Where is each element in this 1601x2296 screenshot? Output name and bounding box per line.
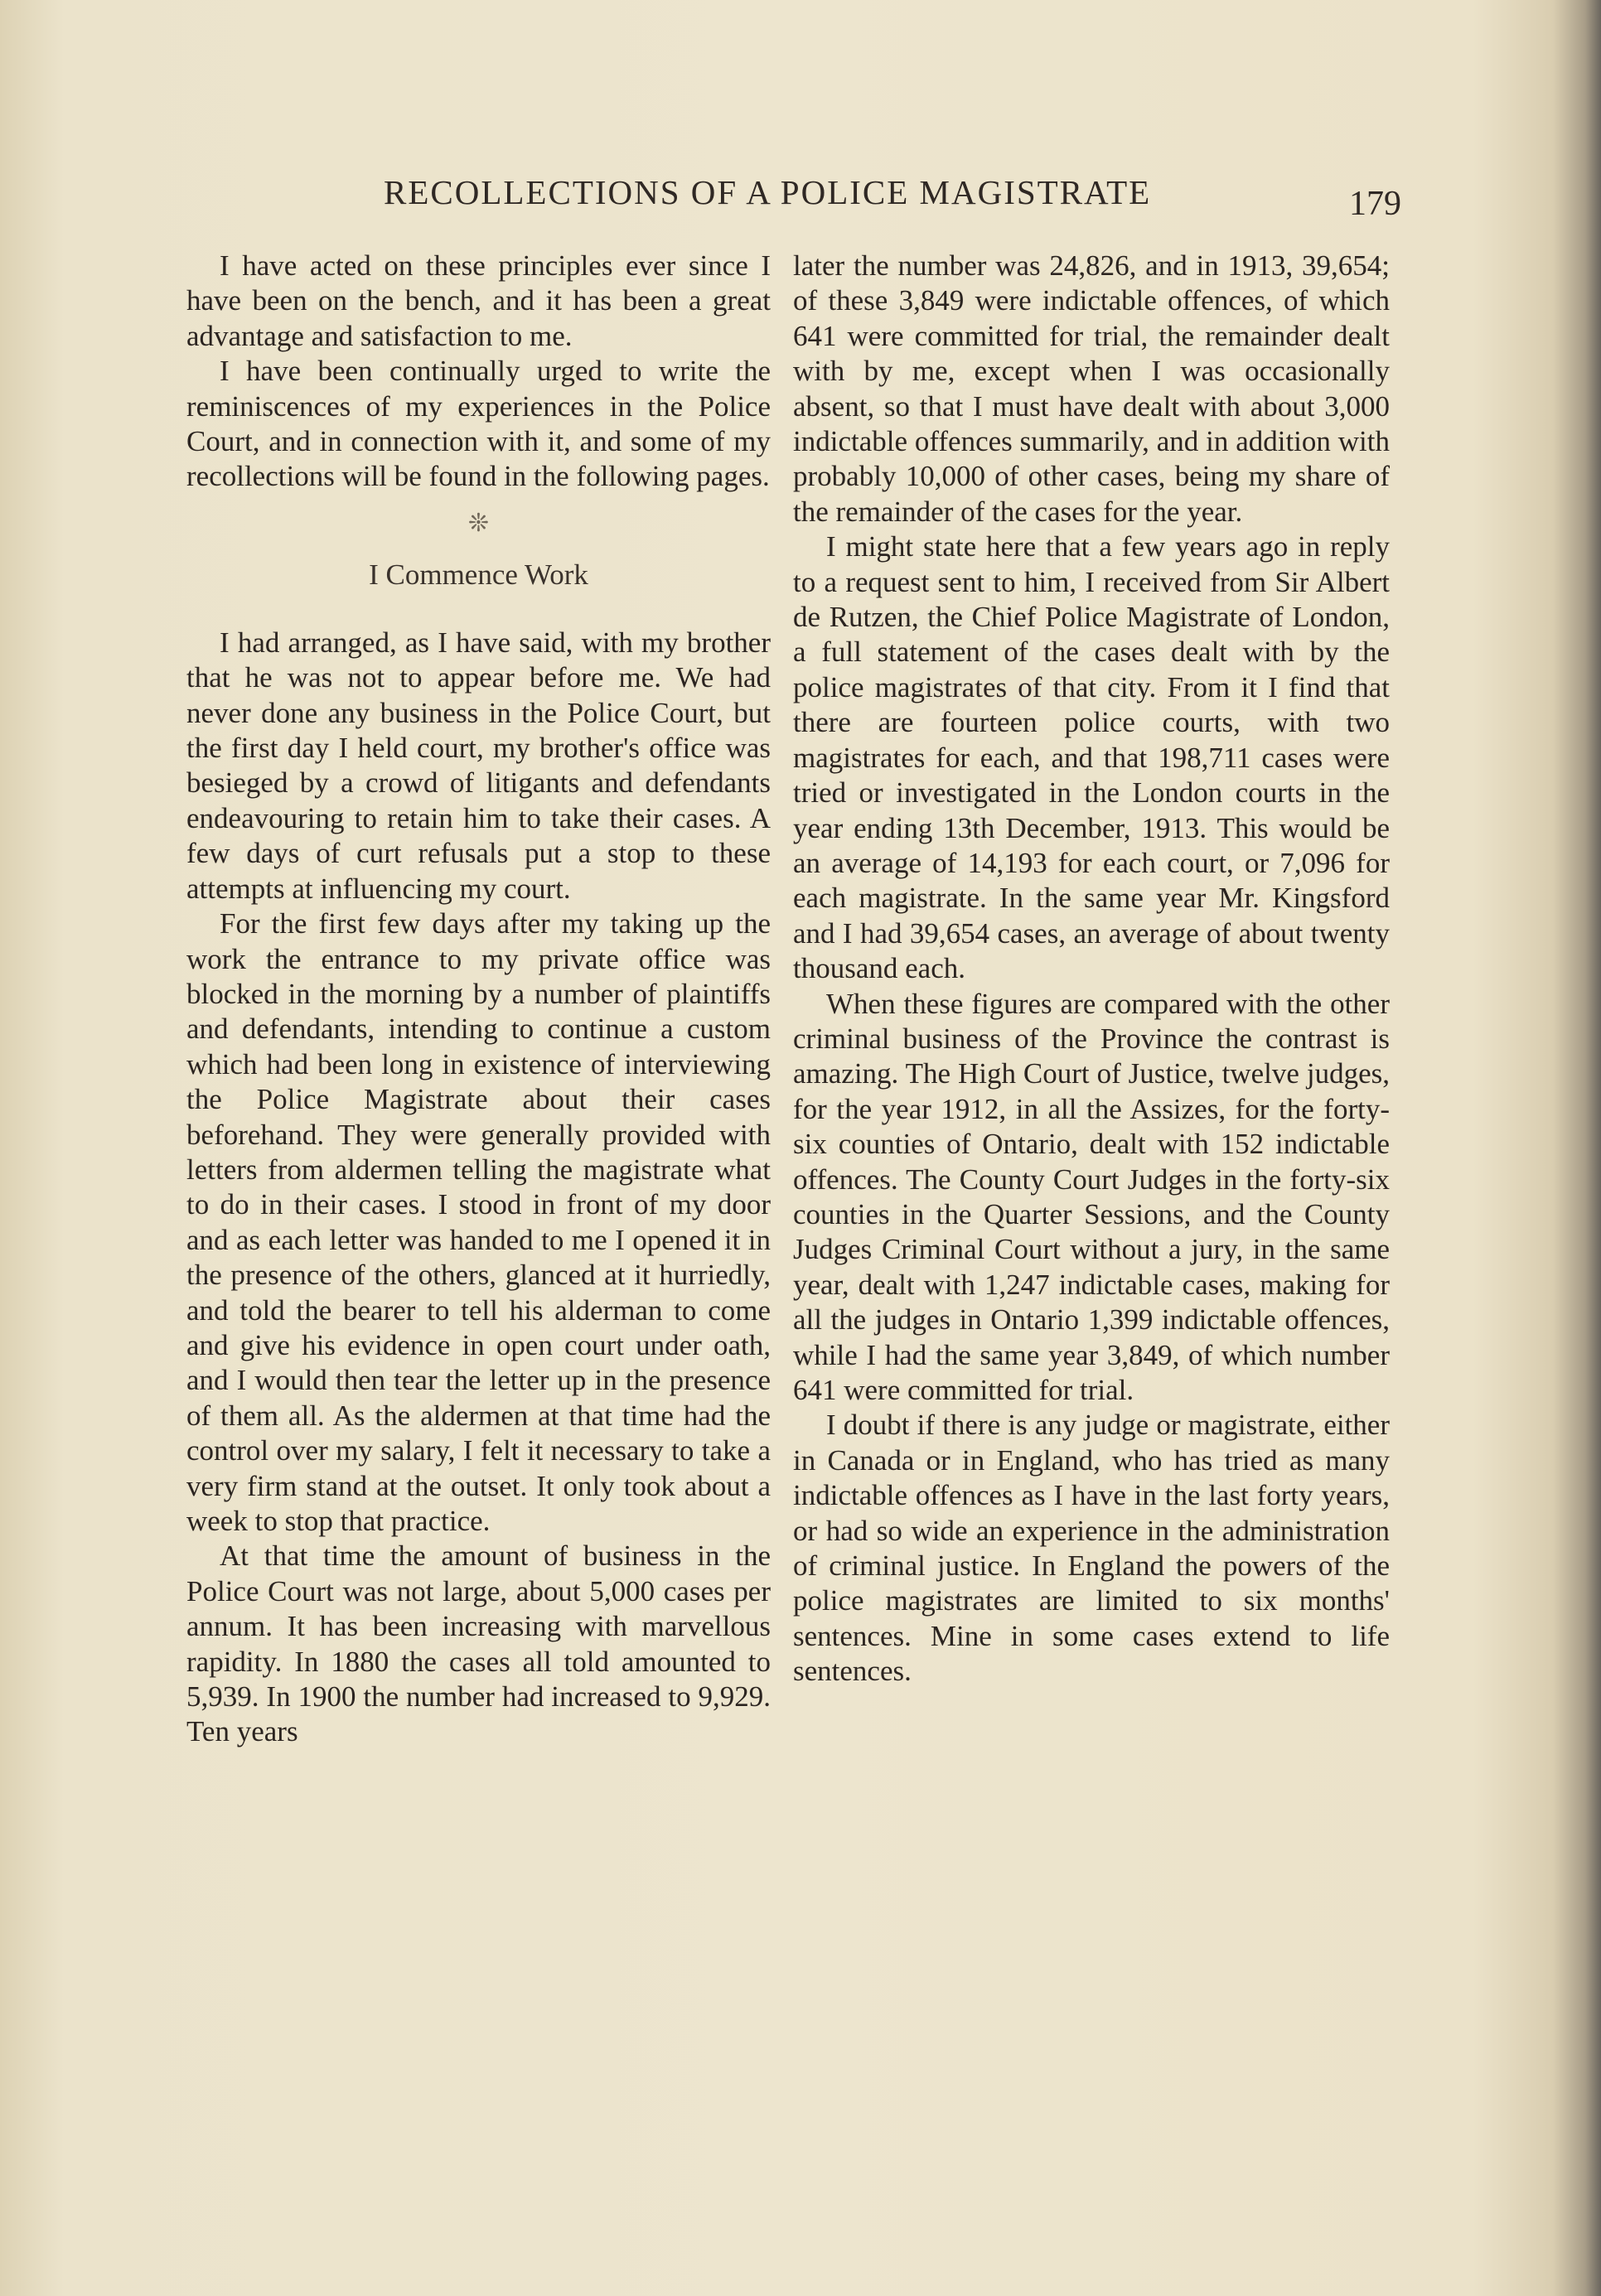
paragraph: I had arranged, as I have said, with my brother that he was not to appear before me. We had never done any business in the Police Court, but the first day I held court, my brother's office was besieged by a crowd of litigants and defendants endeavouring to retain him to take their cases. A few days of curt refusals put a stop to these attempts at influencing my court. <box>186 626 771 905</box>
paragraph: I have been continually urged to write the reminiscences of my experiences in the Police Court, and in connection with it, and some of my recollections will be found in the following pages. <box>186 355 771 493</box>
right-text-column <box>793 249 1390 1689</box>
running-title: RECOLLECTIONS OF A POLICE MAGISTRATE <box>384 173 1152 211</box>
page-number: 179 <box>1349 185 1401 223</box>
section-ornament-icon: ❊ <box>467 509 490 537</box>
paragraph: At that time the amount of business in the Police Court was not large, about 5,000 cases per annum. It has been increasing with marvellous rapidity. In 1880 the cases all told amounted to 5,939. In 1900 the number had increased to 9,929. Ten years <box>186 1540 771 1748</box>
paragraph: When these figures are compared with the other criminal business of the Province the contrast is amazing. The High Court of Justice, twelve judges, for the year 1912, in all the Assizes, for the forty-six counties of Ontario, dealt with 152 indictable offences. The County Court Judges in the forty-six counties in the Quarter Sessions, and the County Judges Criminal Court without a jury, in the same year, dealt with 1,247 indictable cases, making for all the judges in Ontario 1,399 indictable offences, while I had the same year 3,849, of which number 641 were committed for trial. <box>793 987 1390 1406</box>
section-heading: I Commence Work <box>369 558 588 591</box>
left-text-column <box>186 249 771 1750</box>
paragraph: I have acted on these principles ever since I have been on the bench, and it has been a great advantage and satisfaction to me. <box>186 249 771 352</box>
paragraph: I might state here that a few years ago in reply to a request sent to him, I received from Sir Albert de Rutzen, the Chief Police Magistrate of London, a full statement of the cases dealt with by the police magistrates of that city. From it I find that there are fourteen police courts, with two magistrates for each, and that 198,711 cases were tried or investigated in the London courts in the year ending 13th December, 1913. This would be an average of 14,193 for each court, or 7,096 for each magistrate. In the same year Mr. Kingsford and I had 39,654 cases, an average of about twenty thousand each. <box>793 530 1390 985</box>
paragraph-continued: later the number was 24,826, and in 1913, 39,654; of these 3,849 were indictable offences, of which 641 were committed for trial, the remainder dealt with by me, except when I was occasionally absent, so that I must have dealt with about 3,000 indictable offences summarily, and in addition with probably 10,000 of other cases, being my share of the remainder of the cases for the year. <box>793 249 1390 528</box>
paragraph: I doubt if there is any judge or magistrate, either in Canada or in England, who has tried as many indictable offences as I have in the last forty years, or had so wide an experience in the administration of criminal justice. In England the powers of the police magistrates are limited to six months' sentences. Mine in some cases extend to life sentences. <box>793 1409 1390 1688</box>
paragraph: For the first few days after my taking up the work the entrance to my private office was blocked in the morning by a number of plaintiffs and defendants, intending to continue a custom which had been long in existence of interviewing the Police Magistrate about their cases beforehand. They were generally provided with letters from aldermen telling the magistrate what to do in their cases. I stood in front of my door and as each letter was handed to me I opened it in the presence of the others, glanced at it hurriedly, and told the bearer to tell his alderman to come and give his evidence in open court under oath, and I would then tear the letter up in the presence of them all. As the aldermen at that time had the control over my salary, I felt it necessary to take a very firm stand at the outset. It only took about a week to stop that practice. <box>186 907 771 1537</box>
